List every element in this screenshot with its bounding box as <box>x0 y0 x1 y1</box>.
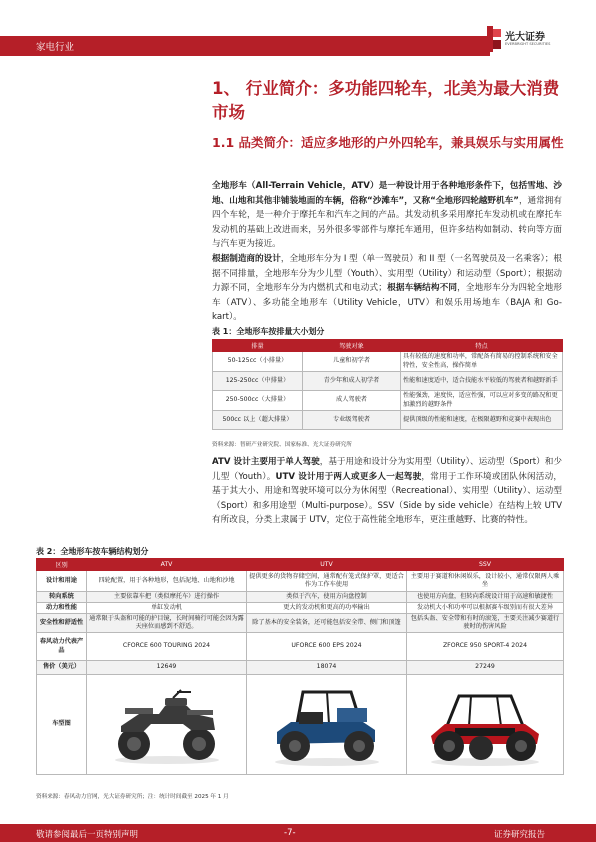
table2-cell-ssv: 发动机大小和功率可以根据赛车级别而有很大差异 <box>407 603 564 614</box>
table1-cell-driver: 成人驾驶者 <box>303 391 401 411</box>
table1-source: 资料来源：智研产业研究院、国家标准、光大证券研究所 <box>212 442 352 448</box>
table2-cell-ssv: 主要用于赛道和休闲娱乐，设计较小，通常仅限两人乘坐 <box>407 571 564 592</box>
table2-caption: 表 2：全地形车按车辆结构划分 <box>36 547 149 556</box>
table2-cell-atv: 通常限于头盔和可能的护目镜，长时间骑行可能会因为露天座位而感到不舒适。 <box>87 614 247 633</box>
table1-caption: 表 1：全地形车按排量大小划分 <box>212 327 325 336</box>
table2-cell-utv: 提供更多的货物存储空间，通常配有笼式保护罩，更适合作为工作车使用 <box>247 571 407 592</box>
para3-text-2: ，常用于工作环境或团队休闲活动，基于其大小、用途和驾驶环境可以分为休闲型（Recreational）、实用型（Utility）、运动型（Sport）和多用途型（Multi-purpose）。SSV（Side by side vehicle）在结构上较 UTV 有所改良，分类上隶属于 UTV，定位于高性能全地形车，更注重越野、比赛的特性。 <box>212 471 563 526</box>
para3-text-1: ，基于用途和设计分为实用型（Utility）、运动型（Sport）和少儿型（Youth）。 <box>212 457 562 482</box>
table2-cell-atv: 单缸发动机 <box>87 603 247 614</box>
paragraph-atv-utv <box>212 455 562 541</box>
ssv-vehicle-icon <box>425 682 545 768</box>
table-row <box>37 592 564 603</box>
table-vehicle-structure <box>36 558 564 775</box>
table2-header-cell: ATV <box>87 559 247 571</box>
table2-cell-ssv: ZFORCE 950 SPORT-4 2024 <box>407 633 564 661</box>
header-bar <box>0 36 490 56</box>
utv-vehicle-icon <box>267 682 387 768</box>
paragraph-atv-definition <box>212 179 562 252</box>
table2-cell-utv: UFORCE 600 EPS 2024 <box>247 633 407 661</box>
table2-source: 资料来源：春风动力官网，光大证券研究所；注：统计时间截至 2025 年 1 月 <box>36 794 229 800</box>
table1-cell-driver: 专业级驾驶者 <box>303 411 401 430</box>
table2-cell-atv: 主要依靠车把（类似摩托车）进行操作 <box>87 592 247 603</box>
table2-cell-utv: 18074 <box>247 661 407 675</box>
table2-row-label: 安全性和舒适性 <box>37 614 87 633</box>
para3-bold-1: ATV 设计主要用于单人驾驶 <box>212 457 320 467</box>
brand-logo-icon <box>487 26 501 52</box>
para2-text-1: ，全地形车分为 I 型（单一驾驶员）和 II 型（一名驾驶员及一名乘客）；根据不同排量，全地形车分为少儿型（Youth）、实用型（Utility）和运动型（Sport）；根据动力源不同，全地形车分为内燃机式和电动式； <box>212 254 562 294</box>
table2-header-cell: UTV <box>247 559 407 571</box>
table2-row-label: 春风动力代表产品 <box>37 633 87 661</box>
para1-text: ，通常拥有四个车轮，是一种介于摩托车和汽车之间的产品。其发动机多采用摩托车发动机或在摩托车发动机的基础上改进而来，另外很多零部件与摩托车通用，但许多结构如制动、转向等方面与汽车更为接近。 <box>212 195 562 250</box>
table2-cell-utv: 更大的发动机和更高的功率输出 <box>247 603 407 614</box>
table2-header-cell: SSV <box>407 559 564 571</box>
table1-header-cell: 特点 <box>401 340 563 352</box>
table2-header-row <box>37 559 564 571</box>
table2-cell-utv: 类似于汽车，使用方向盘控制 <box>247 592 407 603</box>
footer-disclaimer-link: 敬请参阅最后一页特别声明 <box>36 830 139 840</box>
para3-bold-2: UTV 设计用于两人或更多人一起驾驶 <box>275 471 422 482</box>
table1-cell-feature: 具有较低的速度和功率，常配备有简易的控制系统和安全特性，安全性高，操作简单 <box>401 352 563 372</box>
para2-bold-2: 根据车辆结构不同 <box>386 283 458 294</box>
atv-vehicle-icon <box>107 684 227 766</box>
table1-cell-displacement: 500cc 以上（超大排量） <box>213 411 303 430</box>
table2-cell-ssv-image <box>407 675 564 775</box>
table2-cell-atv: CFORCE 600 TOURING 2024 <box>87 633 247 661</box>
table2-row-label: 车型图 <box>37 675 87 775</box>
brand-logo <box>485 24 565 60</box>
table2-cell-ssv: 也使用方向盘，但转向系统设计用于高速和敏捷性 <box>407 592 564 603</box>
table1-cell-displacement: 50-125cc（小排量） <box>213 352 303 372</box>
page-number: -7- <box>284 828 296 838</box>
footer-bar <box>0 824 596 842</box>
table2-cell-atv-image <box>87 675 247 775</box>
table2-cell-utv-image <box>247 675 407 775</box>
table-row <box>213 352 563 372</box>
table-row <box>213 411 563 430</box>
table2-row-label: 售价（美元） <box>37 661 87 675</box>
table2-cell-ssv: 包括头盔、安全带和有时的滚笼，主要关注减少赛道行驶时的伤害风险 <box>407 614 564 633</box>
table2-row-label: 转向系统 <box>37 592 87 603</box>
brand-name-en: EVERBRIGHT SECURITIES <box>505 42 551 46</box>
table-row <box>213 391 563 411</box>
table2-row-label: 设计和用途 <box>37 571 87 592</box>
table-row <box>37 614 564 633</box>
table1-header-cell: 排量 <box>213 340 303 352</box>
table2-cell-atv: 四轮配置，用于各种地形，包括泥地、山地和沙地 <box>87 571 247 592</box>
table2-cell-ssv: 27249 <box>407 661 564 675</box>
footer-report-type: 证券研究报告 <box>494 830 546 840</box>
table2-header-cell: 区别 <box>37 559 87 571</box>
table2-cell-utv: 除了基本的安全装备，还可能包括安全带、侧门和顶篷 <box>247 614 407 633</box>
table1-cell-driver: 青少年和成人初学者 <box>303 372 401 391</box>
table-displacement <box>212 339 563 430</box>
table-row <box>37 571 564 592</box>
para2-text-2: ，全地形车分为四轮全地形车（ATV）、多功能全地形车（Utility Vehicle，UTV）和娱乐用场地车（BAJA 和 Go-kart）。 <box>212 283 562 323</box>
table2-row-label: 动力和性能 <box>37 603 87 614</box>
para2-bold-1: 根据制造商的设计 <box>212 254 281 264</box>
table1-header-row <box>213 340 563 352</box>
table1-cell-displacement: 125-250cc（中排量） <box>213 372 303 391</box>
table2-cell-atv: 12649 <box>87 661 247 675</box>
section-label: 家电行业 <box>36 42 75 53</box>
table1-header-cell: 驾驶对象 <box>303 340 401 352</box>
table-row <box>37 633 564 661</box>
table-row <box>37 661 564 675</box>
paragraph-classification <box>212 252 562 325</box>
table-row <box>37 603 564 614</box>
table1-cell-feature: 性能和速度适中，适合技能水平较低的驾驶者和越野新手 <box>401 372 563 391</box>
table1-cell-driver: 儿童和初学者 <box>303 352 401 372</box>
heading-2: 1.1 品类简介：适应多地形的户外四轮车，兼具娱乐与实用属性 <box>212 135 564 150</box>
para1-bold: 全地形车（All-Terrain Vehicle，ATV）是一种设计用于各种地形条件下，包括雪地、沙地、山地和其他非铺装地面的车辆，俗称“沙滩车”，又称“全地形四轮越野机车” <box>212 181 562 206</box>
table1-cell-displacement: 250-500cc（大排量） <box>213 391 303 411</box>
table1-cell-feature: 性能强劲，速度快，适应性强，可以应对多变的路况和更加激烈的越野条件 <box>401 391 563 411</box>
heading-1: 1、 行业简介：多功能四轮车，北美为最大消费市场 <box>212 79 560 122</box>
brand-name: 光大证券 <box>505 32 545 43</box>
table1-cell-feature: 提供顶级的性能和速度，在极限越野和竞赛中表现出色 <box>401 411 563 430</box>
table-row <box>37 675 564 775</box>
table-row <box>213 372 563 391</box>
